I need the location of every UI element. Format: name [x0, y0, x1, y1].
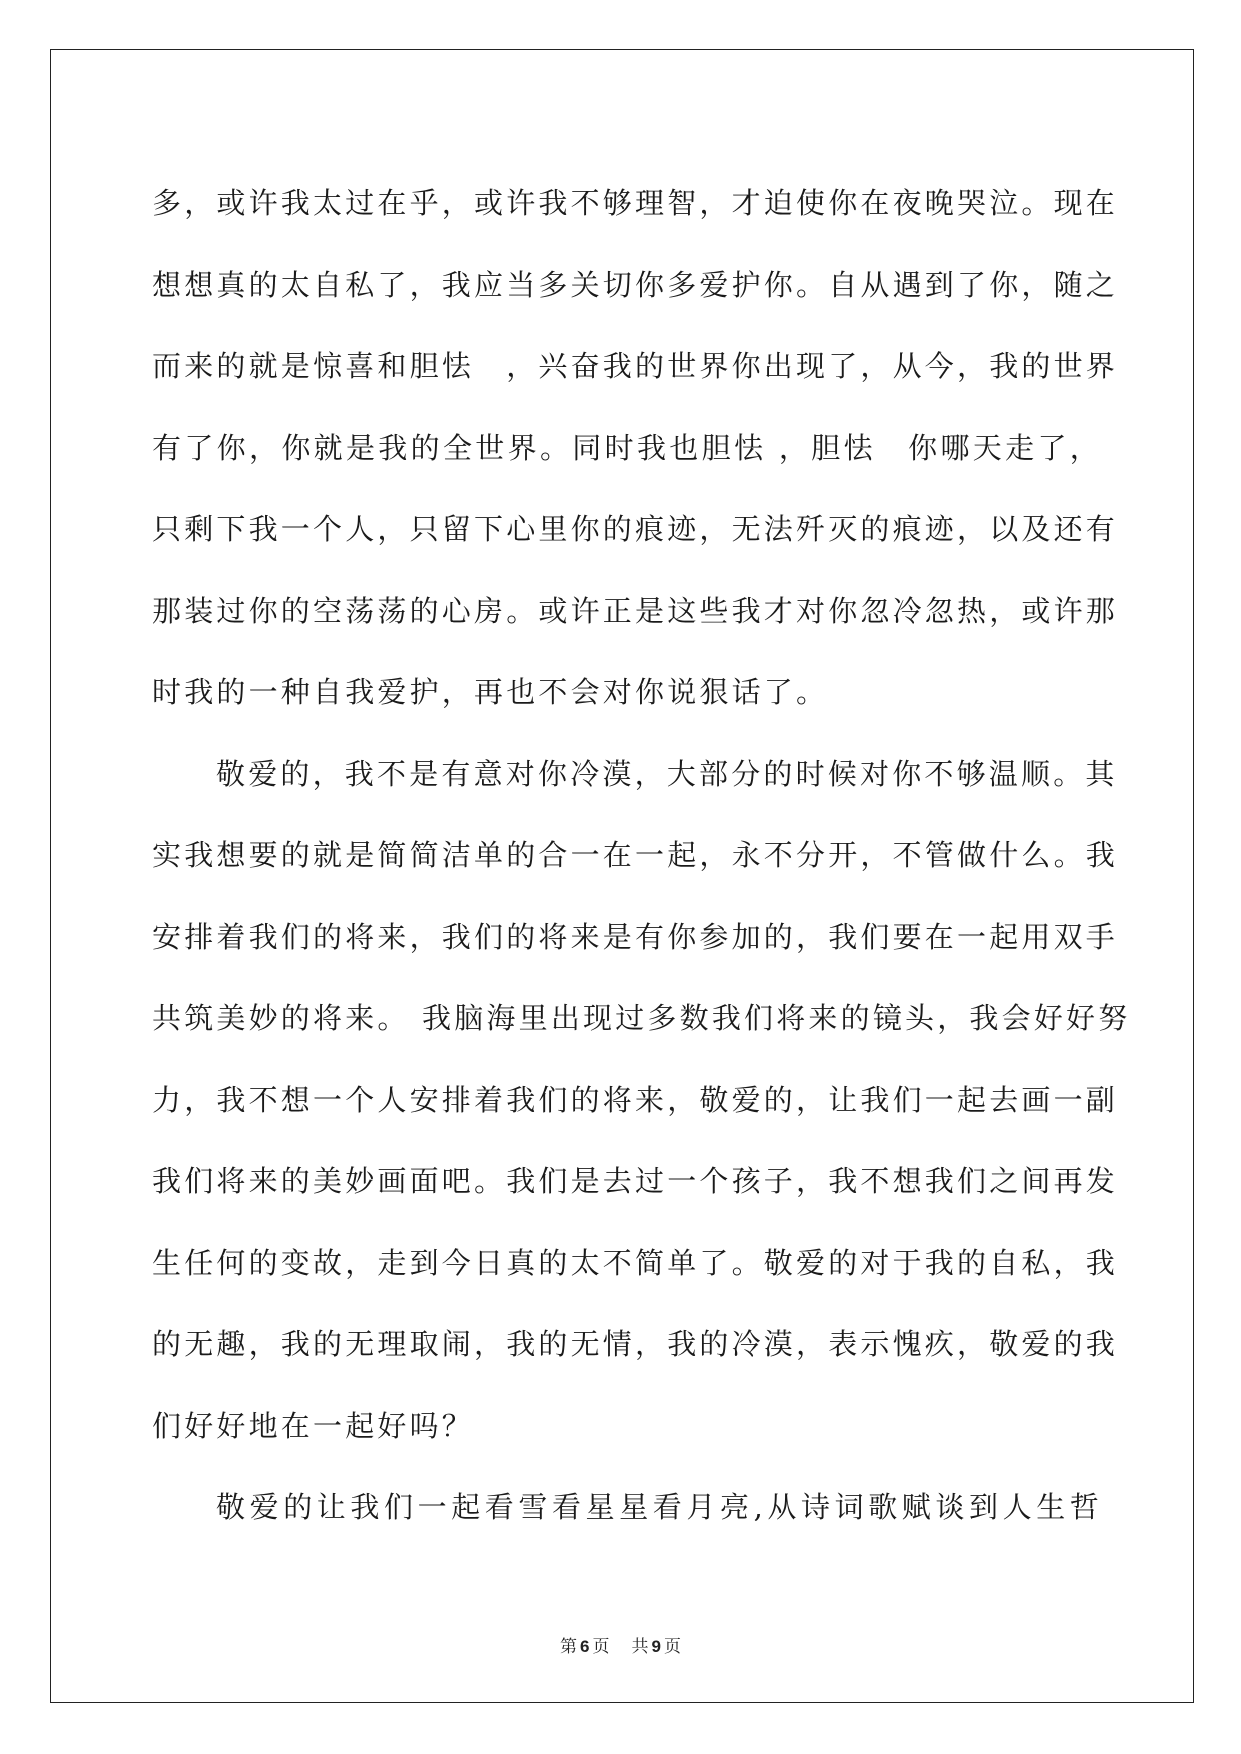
page-suffix: 页	[592, 1637, 610, 1657]
text-line: 只剩下我一个人，只留下心里你的痕迹，无法歼灭的痕迹，以及还有	[152, 512, 1119, 546]
text-line: 多，或许我太过在乎，或许我不够理智，才迫使你在夜晚哭泣。现在	[152, 186, 1119, 220]
text-line: 有了你，你就是我的全世界。同时我也胆怯 ，胆怯 你哪天走了，	[152, 430, 1102, 465]
text-line: 那装过你的空荡荡的心房。或许正是这些我才对你忽冷忽热，或许那	[152, 593, 1119, 628]
text-line: 共筑美妙的将来。 我脑海里出现过多数我们将来的镜头，我会好好努	[152, 1001, 1131, 1035]
text-line: 生任何的变故，走到今日真的太不简单了。敬爱的对于我的自私，我	[152, 1245, 1119, 1280]
page-number: 6	[580, 1637, 590, 1656]
text-line-paragraph-end: 们好好地在一起好吗？	[152, 1408, 475, 1443]
text-line: 我们将来的美妙画面吧。我们是去过一个孩子，我不想我们之间再发	[152, 1164, 1119, 1198]
text-line-paragraph-end: 时我的一种自我爱护，再也不会对你说狠话了。	[152, 675, 829, 709]
text-line: 而来的就是惊喜和胆怯 ，兴奋我的世界你出现了，从今，我的世界	[152, 349, 1119, 383]
total-pages: 9	[651, 1637, 661, 1656]
text-line: 想想真的太自私了，我应当多关切你多爱护你。自从遇到了你，随之	[152, 267, 1119, 302]
text-line-paragraph-start: 敬爱的让我们一起看雪看星星看月亮,从诗词歌赋谈到人生哲	[216, 1490, 1102, 1524]
page-footer	[0, 1632, 1241, 1657]
text-line: 安排着我们的将来，我们的将来是有你参加的，我们要在一起用双手	[152, 919, 1119, 954]
total-prefix: 共	[631, 1637, 649, 1657]
text-line-paragraph-start: 敬爱的，我不是有意对你冷漠，大部分的时候对你不够温顺。其	[216, 756, 1118, 791]
text-line: 的无趣，我的无理取闹，我的无情，我的冷漠，表示愧疚，敬爱的我	[152, 1327, 1119, 1361]
total-suffix: 页	[663, 1637, 681, 1657]
document-body	[152, 163, 1131, 1549]
text-line: 实我想要的就是简简洁单的合一在一起，永不分开，不管做什么。我	[152, 838, 1119, 872]
page-prefix: 第	[560, 1637, 578, 1657]
text-line: 力，我不想一个人安排着我们的将来，敬爱的，让我们一起去画一副	[152, 1082, 1119, 1117]
